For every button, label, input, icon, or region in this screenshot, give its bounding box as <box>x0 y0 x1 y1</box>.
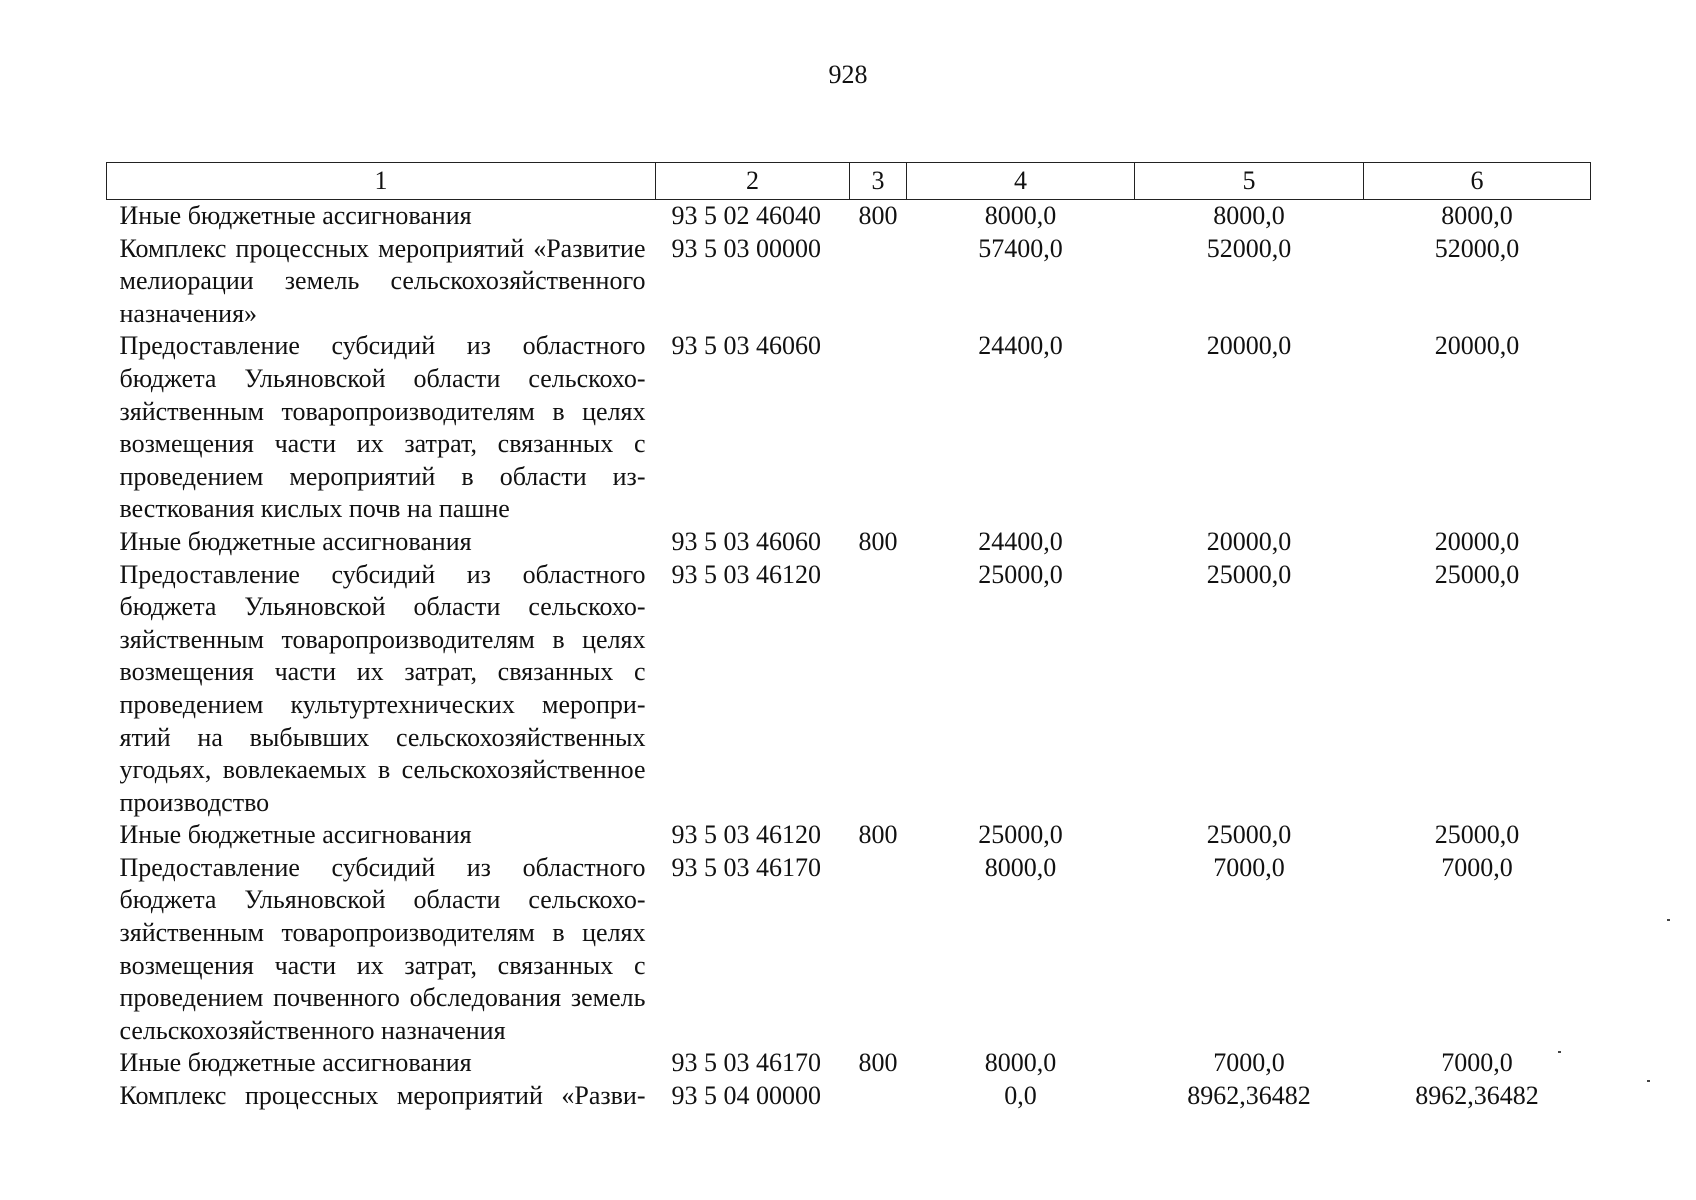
table-row <box>107 200 1591 233</box>
header-cell-4: 4 <box>907 163 1135 200</box>
row-expense-type <box>850 233 907 331</box>
table-row <box>107 1080 1591 1113</box>
row-expense-type <box>850 852 907 1048</box>
row-expense-type <box>850 1080 907 1113</box>
scan-speck <box>1558 1051 1561 1053</box>
row-name: Иные бюджетные ассигнования <box>119 201 472 230</box>
table-row <box>107 233 1591 331</box>
row-code: 93 5 03 46120 <box>671 820 821 850</box>
row-name: Предоставление субсидий из областного бюджета Ульяновской области сельскохозяйственным товаропроизводителям в целях возмещения части их затрат, связанных с проведением мероприятий в области известкования кислых почв на пашне <box>119 331 646 524</box>
row-value-2: 20000,0 <box>1206 331 1292 361</box>
row-code: 93 5 03 46060 <box>671 526 821 556</box>
row-value-1: 0,0 <box>1004 1081 1037 1111</box>
row-value-1: 57400,0 <box>978 233 1063 263</box>
row-value-2: 52000,0 <box>1206 233 1292 263</box>
row-value-3: 20000,0 <box>1434 526 1520 556</box>
row-value-1: 8000,0 <box>984 852 1057 882</box>
row-value-3: 25000,0 <box>1434 820 1520 850</box>
row-name: Иные бюджетные ассигнования <box>119 820 472 850</box>
row-code: 93 5 02 46040 <box>671 201 821 230</box>
page-number: 928 <box>828 60 868 89</box>
row-expense-type: 800 <box>858 201 898 230</box>
row-name: Предоставление субсидий из областного бюджета Ульяновской области сельскохозяйственным товаропроизводителям в целях возмещения части их затрат, связанных с проведением культуртехнических мероприятий на выбывших сельскохозяйственных угодьях, вовлекаемых в сельскохозяйственное производство <box>119 559 646 817</box>
row-code: 93 5 03 46170 <box>671 852 821 882</box>
table-body <box>107 200 1591 1113</box>
row-name: Комплекс процессных мероприятий «Развитие мелиорации земель сельскохозяйственного назначения» <box>119 233 646 328</box>
row-value-2: 25000,0 <box>1206 559 1292 589</box>
row-name: Иные бюджетные ассигнования <box>119 1048 472 1078</box>
row-value-2: 7000,0 <box>1213 852 1285 882</box>
table-row <box>107 559 1591 820</box>
row-expense-type <box>850 330 907 526</box>
row-value-2: 7000,0 <box>1213 1048 1285 1078</box>
row-value-3: 7000,0 <box>1441 1048 1513 1078</box>
row-name: Комплекс процессных мероприятий «Разви- <box>119 1081 646 1111</box>
scan-speck <box>1647 1080 1650 1082</box>
header-cell-3: 3 <box>850 163 907 200</box>
table-row <box>107 819 1591 852</box>
row-value-1: 8000,0 <box>984 1048 1057 1078</box>
header-cell-2: 2 <box>656 163 850 200</box>
scan-speck <box>1667 919 1670 921</box>
header-cell-1: 1 <box>107 163 656 200</box>
row-value-1: 24400,0 <box>978 331 1063 361</box>
row-expense-type <box>850 559 907 820</box>
row-value-3: 52000,0 <box>1434 233 1520 263</box>
table-row <box>107 1047 1591 1080</box>
row-name: Предоставление субсидий из областного бюджета Ульяновской области сельскохозяйственным товаропроизводителям в целях возмещения части их затрат, связанных с проведением почвенного обследования земель сельскохозяйственного назначения <box>119 852 646 1045</box>
row-code: 93 5 03 46170 <box>671 1048 821 1078</box>
row-expense-type: 800 <box>858 1048 898 1078</box>
table-row <box>107 526 1591 559</box>
table-row <box>107 852 1591 1048</box>
row-value-2: 25000,0 <box>1206 820 1292 850</box>
row-expense-type: 800 <box>858 526 898 556</box>
row-value-3: 8962,36482 <box>1415 1081 1539 1111</box>
row-value-2: 8000,0 <box>1213 201 1285 230</box>
budget-table <box>106 162 1591 1113</box>
row-value-1: 25000,0 <box>978 820 1063 850</box>
row-code: 93 5 03 46060 <box>671 331 821 361</box>
row-code: 93 5 03 46120 <box>671 559 821 589</box>
row-value-3: 20000,0 <box>1434 331 1520 361</box>
header-row <box>107 163 1591 200</box>
table-row <box>107 330 1591 526</box>
table-header <box>107 163 1591 200</box>
row-value-3: 8000,0 <box>1441 201 1513 230</box>
row-value-1: 24400,0 <box>978 526 1063 556</box>
header-cell-5: 5 <box>1135 163 1364 200</box>
header-cell-6: 6 <box>1364 163 1591 200</box>
row-value-3: 25000,0 <box>1434 559 1520 589</box>
row-code: 93 5 03 00000 <box>671 233 821 263</box>
row-value-2: 8962,36482 <box>1187 1081 1311 1111</box>
row-name: Иные бюджетные ассигнования <box>119 526 472 556</box>
row-code: 93 5 04 00000 <box>671 1081 821 1111</box>
row-value-1: 8000,0 <box>984 201 1057 230</box>
row-expense-type: 800 <box>858 820 898 850</box>
row-value-2: 20000,0 <box>1206 526 1292 556</box>
row-value-3: 7000,0 <box>1441 852 1513 882</box>
row-value-1: 25000,0 <box>978 559 1063 589</box>
